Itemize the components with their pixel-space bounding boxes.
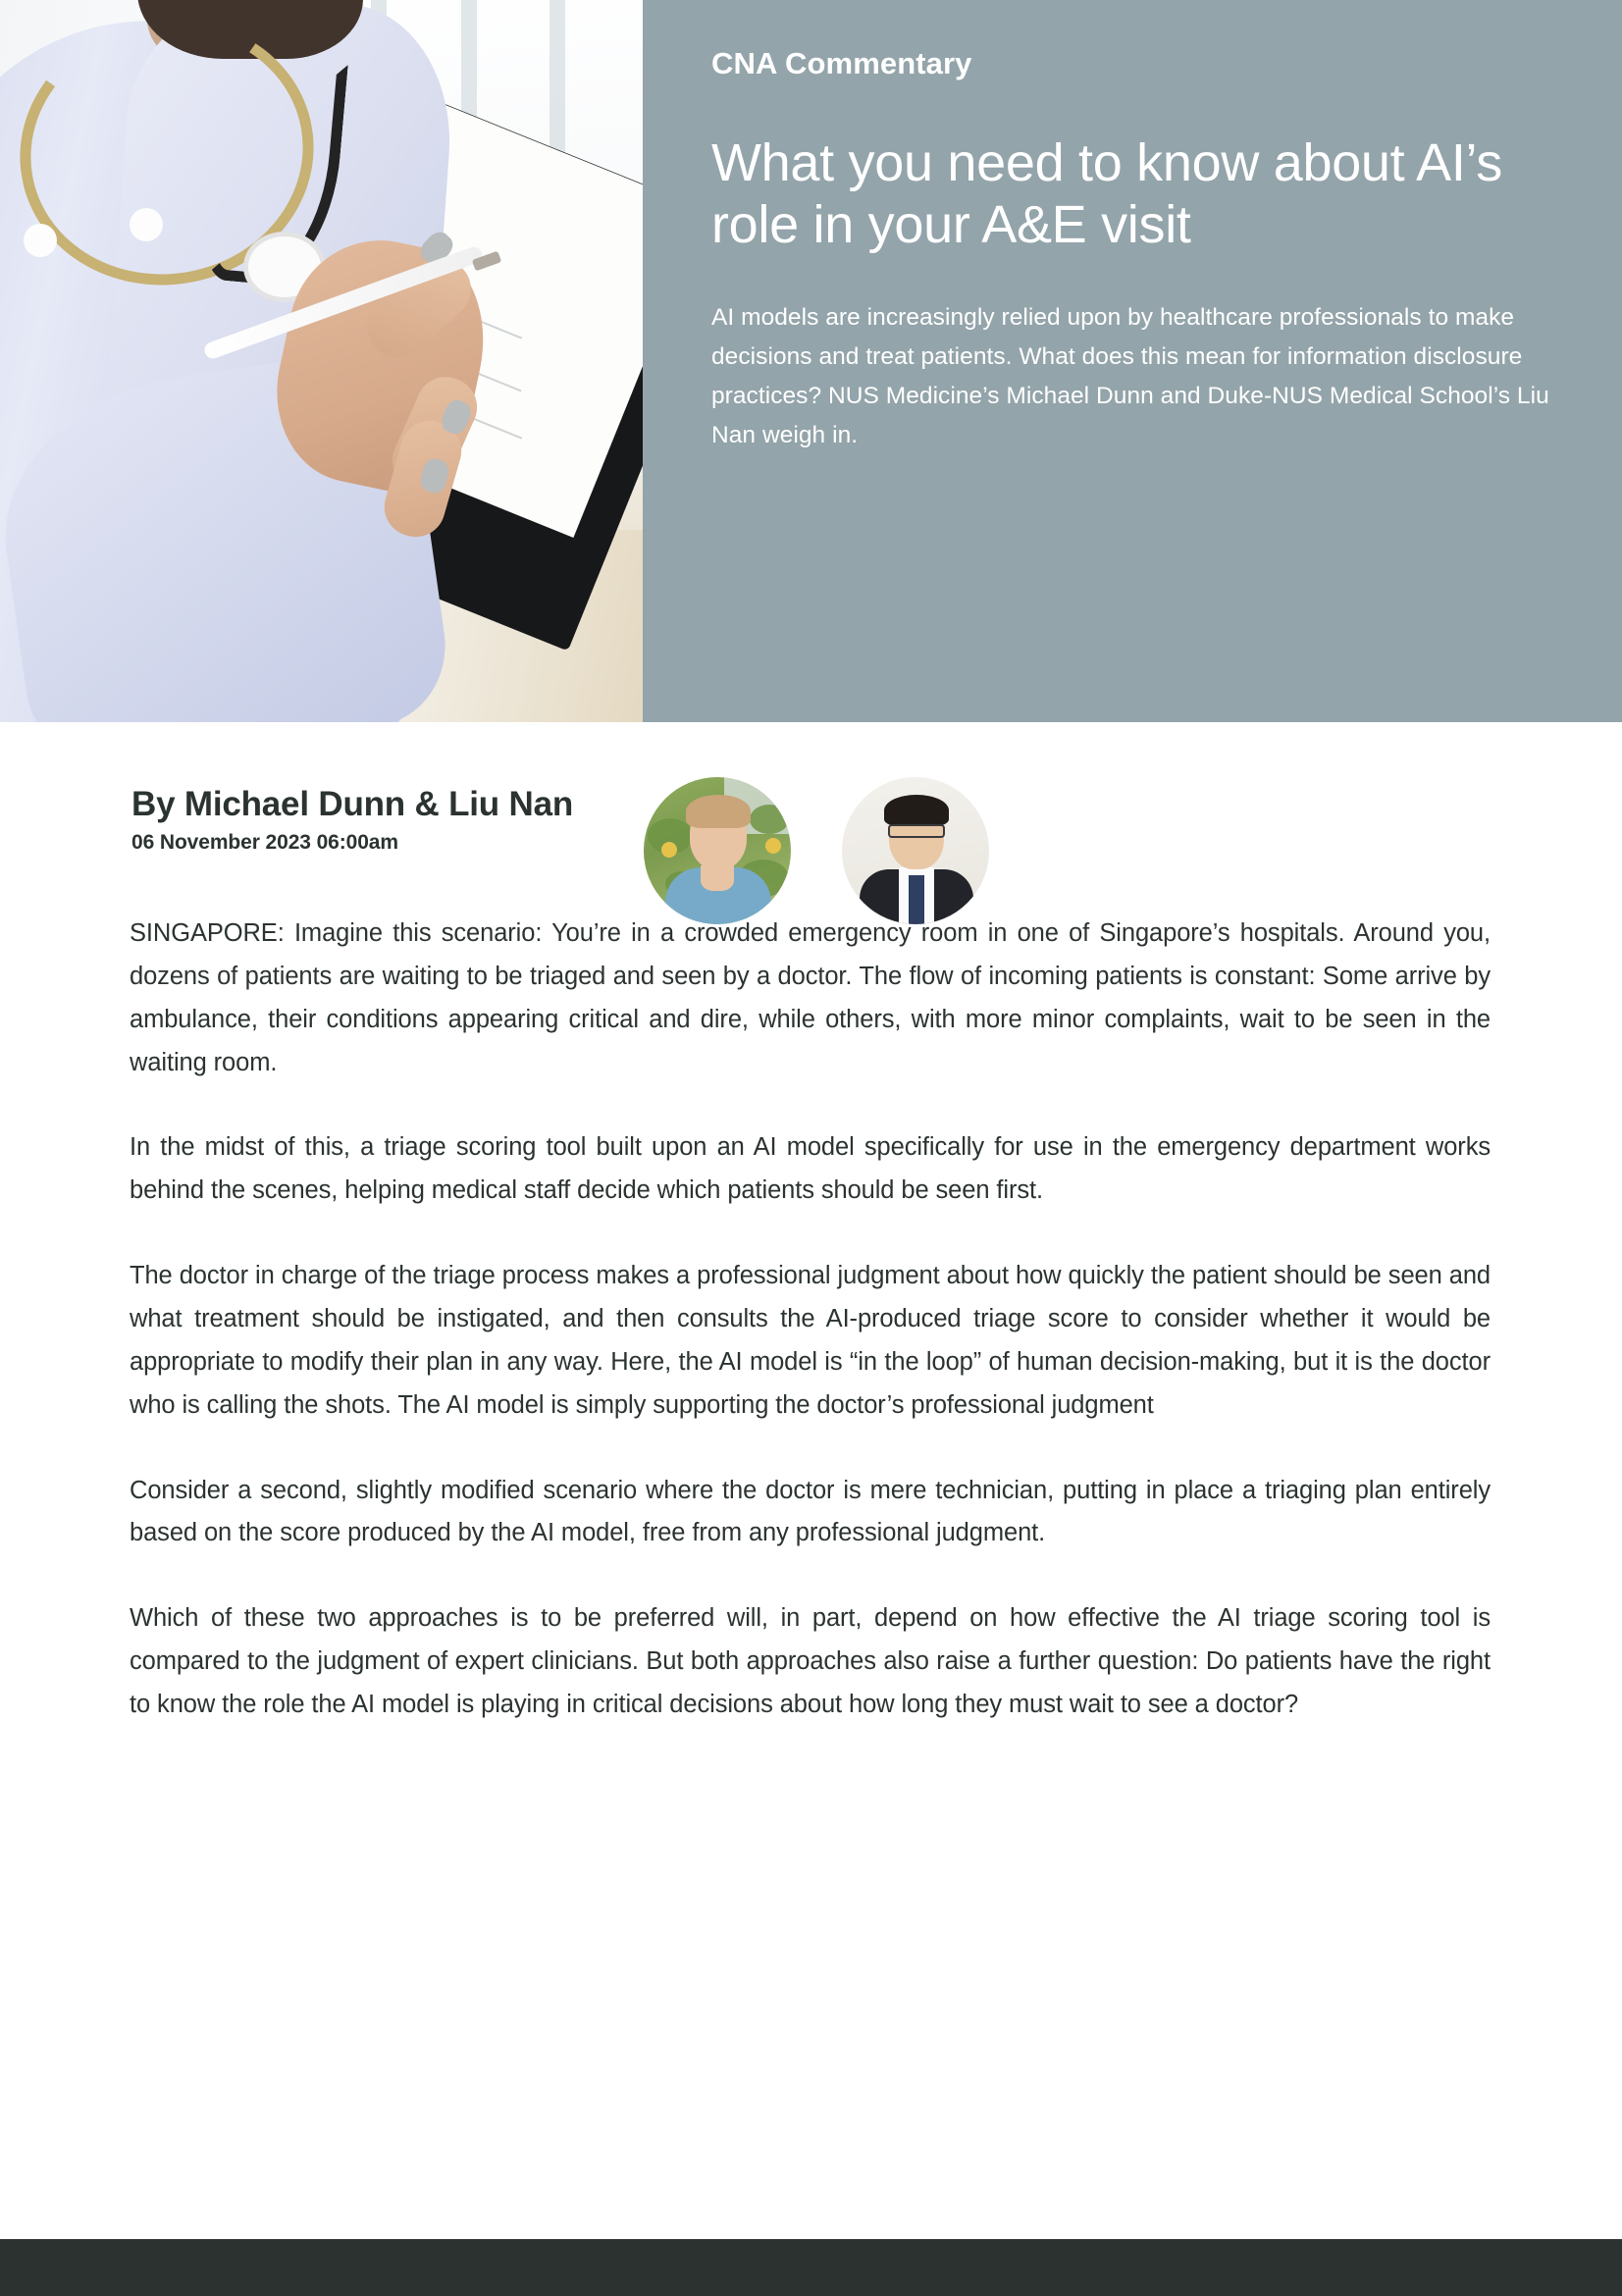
paragraph: In the midst of this, a triage scoring tool built upon an AI model specifically for use in the emergency department works behind the scenes, helping medical staff decide which patients should be seen first.: [130, 1133, 1491, 1205]
stethoscope-earpiece: [130, 208, 163, 241]
avatar: [842, 777, 989, 924]
footer-bar: [0, 2239, 1622, 2296]
paragraph: Which of these two approaches is to be preferred will, in part, depend on how effective the AI triage scoring tool is compared to the judgment of expert clinicians. But both approaches also raise a further question: Do patients have the right to know the role the AI model is playing in critical decisions about how long they must wait to see a doctor?: [130, 1604, 1491, 1719]
author-avatars: [644, 777, 989, 924]
avatar-hair: [686, 795, 751, 828]
page-title: What you need to know about AI’s role in your A&E visit: [711, 133, 1502, 254]
glasses-icon: [888, 824, 945, 838]
publish-timestamp: 06 November 2023 06:00am: [131, 831, 398, 854]
hero-text-column: [643, 0, 1622, 722]
foliage-icon: [750, 805, 789, 834]
hero-header: [0, 0, 1622, 722]
flower-icon: [661, 842, 677, 858]
paragraph: Consider a second, slightly modified scenario where the doctor is mere technician, putting in place a triaging plan entirely based on the score produced by the AI model, free from any professional judgment.: [130, 1476, 1491, 1547]
article-body: [0, 913, 1622, 1727]
paragraph: The doctor in charge of the triage process makes a professional judgment about how quickly the patient should be seen and what treatment should be instigated, and then consults the AI-produced triage score to consider whether it would be appropriate to modify their plan in any way. Here, the AI model is “in the loop” of human decision-making, but it is the doctor who is calling the shots. The AI model is simply supporting the doctor’s professional judgment: [130, 1262, 1491, 1419]
stethoscope-earpiece: [24, 224, 57, 257]
hero-image: [0, 0, 643, 722]
author-names: By Michael Dunn & Liu Nan: [131, 785, 574, 823]
byline: [0, 722, 1622, 924]
commentary-kicker: CNA Commentary: [711, 46, 972, 80]
flower-icon: [765, 838, 781, 854]
byline-names: [131, 777, 573, 855]
avatar: [644, 777, 791, 924]
standfirst: AI models are increasingly relied upon by healthcare professionals to make decisions and treat patients. What does this mean for information disclosure practices? NUS Medicine’s Michael Dunn and Duke-NUS Medical School’s Liu Nan weigh in.: [711, 304, 1549, 448]
avatar-hair: [884, 795, 949, 826]
paragraph: SINGAPORE: Imagine this scenario: You’re in a crowded emergency room in one of Singapore’s hospitals. Around you, dozens of patients are waiting to be triaged and seen by a doctor. The flow of incoming patients is constant: Some arrive by ambulance, their conditions appearing critical and dire, while others, with more minor complaints, wait to be seen in the waiting room.: [130, 919, 1491, 1076]
